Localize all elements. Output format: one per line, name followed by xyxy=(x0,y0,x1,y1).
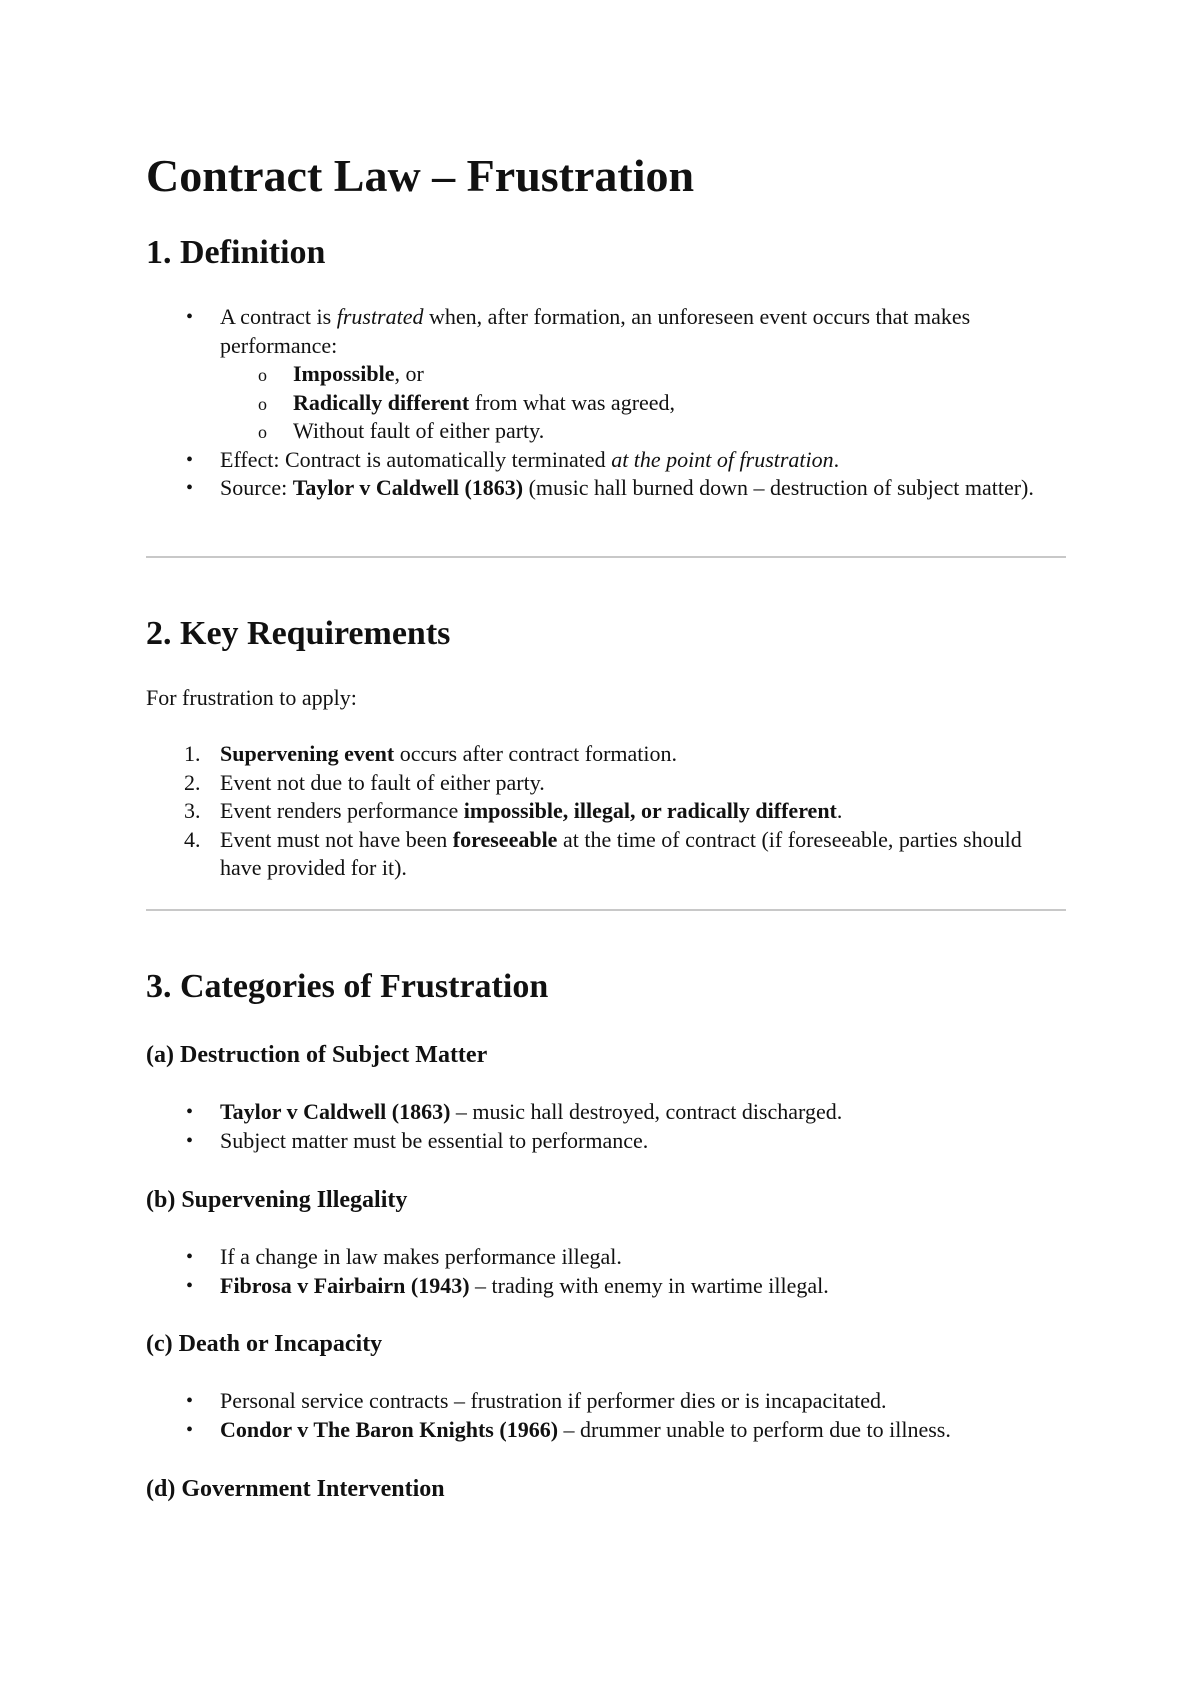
sub-list-item: o Without fault of either party. xyxy=(220,417,1066,446)
death-incapacity-list xyxy=(146,1387,1066,1444)
list-item: • Fibrosa v Fairbairn (1943) – trading with enemy in wartime illegal. xyxy=(146,1272,1066,1301)
circle-bullet-icon: o xyxy=(258,393,267,414)
subheading-government-intervention: (d) Government Intervention xyxy=(146,1476,445,1502)
page-title: Contract Law – Frustration xyxy=(146,150,695,201)
list-item: • Effect: Contract is automatically terminated at the point of frustration. xyxy=(146,446,1066,475)
section-divider xyxy=(146,556,1066,558)
sub-list-item: o Radically different from what was agreed, xyxy=(220,389,1066,418)
list-item: • If a change in law makes performance illegal. xyxy=(146,1243,1066,1272)
subheading-death-incapacity: (c) Death or Incapacity xyxy=(146,1331,383,1357)
definition-sublist xyxy=(220,360,1066,446)
section-heading-definition: 1. Definition xyxy=(146,234,326,271)
definition-list xyxy=(146,303,1066,503)
numbered-item: 2. Event not due to fault of either party. xyxy=(184,769,545,795)
list-item: • Subject matter must be essential to performance. xyxy=(146,1127,1066,1156)
numbered-item: 1. Supervening event occurs after contract formation. xyxy=(184,741,677,766)
list-item: • Source: Taylor v Caldwell (1863) (music hall burned down – destruction of subject matter). xyxy=(146,474,1066,503)
bullet-icon: • xyxy=(186,1418,194,1441)
destruction-list xyxy=(146,1098,1066,1155)
bullet-icon: • xyxy=(186,448,194,471)
requirements-list xyxy=(146,740,1066,883)
list-item: • A contract is frustrated when, after formation, an unforeseen event occurs that makes performance: o Impossible, or o Radically different from what was agreed, o Without fault of either party. xyxy=(146,303,1066,446)
subheading-illegality: (b) Supervening Illegality xyxy=(146,1187,408,1213)
bullet-icon: • xyxy=(186,306,194,328)
requirements-intro: For frustration to apply: xyxy=(146,685,357,710)
numbered-item: 3. Event renders performance impossible, illegal, or radically different. xyxy=(184,798,843,823)
bullet-icon: • xyxy=(186,1274,194,1297)
list-item: • Personal service contracts – frustration if performer dies or is incapacitated. xyxy=(146,1387,1066,1416)
bullet-icon: • xyxy=(186,1129,194,1152)
bullet-icon: • xyxy=(186,1246,194,1268)
section-heading-key-requirements: 2. Key Requirements xyxy=(146,615,451,652)
circle-bullet-icon: o xyxy=(258,365,267,385)
sub-list-item: o Impossible, or xyxy=(220,360,1066,389)
bullet-icon: • xyxy=(186,1101,194,1123)
bullet-icon: • xyxy=(186,477,194,499)
illegality-list xyxy=(146,1243,1066,1300)
section-divider xyxy=(146,909,1066,911)
list-item: • Taylor v Caldwell (1863) – music hall destroyed, contract discharged. xyxy=(146,1098,1066,1127)
list-item: • Condor v The Baron Knights (1966) – drummer unable to perform due to illness. xyxy=(146,1416,1066,1445)
numbered-item: 4. Event must not have been foreseeable at the time of contract (if foreseeable, parties should have provided for it). xyxy=(184,826,1022,880)
subheading-destruction: (a) Destruction of Subject Matter xyxy=(146,1042,488,1068)
bullet-icon: • xyxy=(186,1390,194,1412)
section-heading-categories: 3. Categories of Frustration xyxy=(146,968,549,1005)
circle-bullet-icon: o xyxy=(258,422,267,442)
